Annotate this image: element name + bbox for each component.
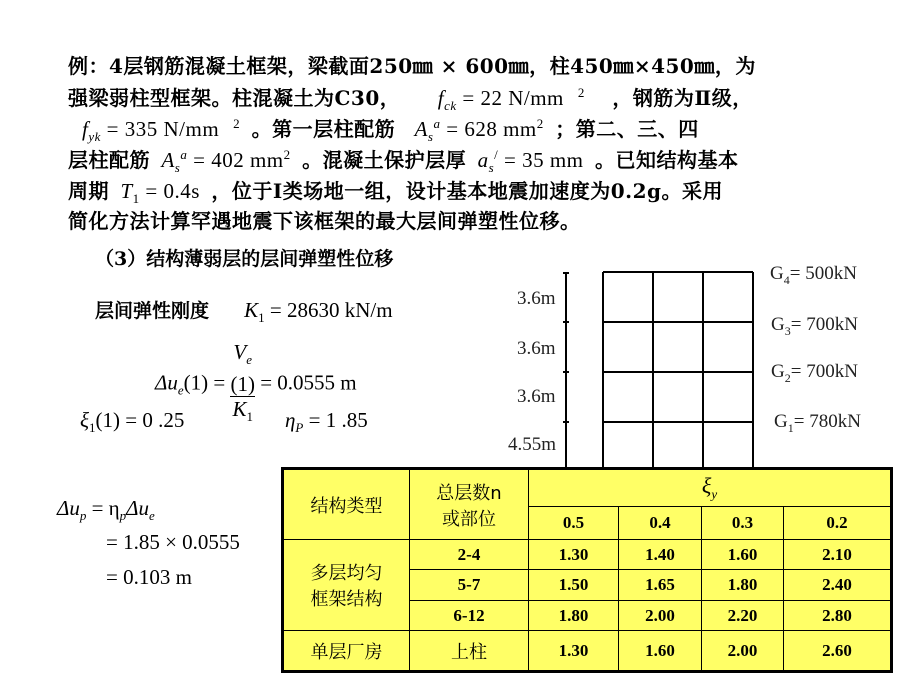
value-cell: 2.10 [784,540,892,570]
xi-col-3: 0.2 [784,507,892,540]
elastic-displacement-formula: $\Delta u_e(1)$ = $V_e$ (1) $K_1$ = 0.0555 m [155,340,357,425]
problem-line-1: 例：4层钢筋混凝土框架，梁截面250㎜ × 600㎜，柱450㎜×450㎜，为 [68,54,756,78]
value-cell: 2.60 [784,631,892,672]
floors-cell: 2-4 [410,540,529,570]
text: ，钢筋为Ⅱ级， [612,86,753,110]
storey-height-1: 4.55m [508,434,557,455]
storey-height-3: 3.6m [517,338,556,359]
text: 周期 [68,179,109,203]
problem-line-6: 简化方法计算罕遇地震下该框架的最大层间弹塑性位移。 [68,209,581,233]
value-cell: 2.80 [784,600,892,630]
value-cell: 2.20 [702,600,784,630]
stiffness-label: 层间弹性刚度 [95,300,210,322]
table-header-row [283,469,892,507]
value-cell: 1.65 [619,570,702,600]
table-row [283,540,892,570]
text: 。混凝土保护层厚 [302,148,467,172]
text: 。第一层柱配筋 [251,117,396,141]
plastic-displacement-step-2: = 1.85 × 0.0555 [106,530,240,554]
value-cell: 1.80 [702,570,784,600]
text: 层柱配筋 [68,148,150,172]
stiffness-formula: $K_1 = 28630$ kN/m [244,298,393,326]
floor-load-2: $G_2= 700kN$ [771,361,858,385]
xi-col-0: 0.5 [529,507,619,540]
eta-formula: $\eta_P = 1$ .85 [285,408,368,436]
period-formula: $T_1 = 0.4s$ [120,179,200,207]
value-cell: 1.80 [529,600,619,630]
floor-load-3: $G_3= 700kN$ [771,314,858,338]
fck-formula: $f_{ck} = 22$ N/mm $^2$ [437,85,585,114]
floors-cell: 6-12 [410,600,529,630]
text: 。已知结构基本 [594,148,739,172]
value-cell: 1.30 [529,631,619,672]
section-heading: （3）结构薄弱层的层间弹塑性位移 [95,248,394,270]
value-cell: 1.60 [702,540,784,570]
eta-p-coefficient-table [281,467,893,673]
floor-load-1: $G_1= 780kN$ [774,411,861,435]
storey-height-4: 3.6m [517,288,556,309]
table-row [283,631,892,672]
text: 强梁弱柱型框架。柱混凝土为C30， [68,86,401,110]
group-multistorey-frame: 多层均匀 框架结构 [283,540,410,631]
plastic-displacement-result: = 0.103 m [106,565,192,589]
xi-col-1: 0.4 [619,507,702,540]
group-single-storey-factory: 单层厂房 [283,631,410,672]
fyk-formula: $f_{yk} = 335$ N/mm $^2$ [82,116,241,145]
value-cell: 2.00 [619,600,702,630]
value-cell: 2.00 [702,631,784,672]
header-xi-y: $\xi_y$ [529,469,892,507]
text: ，位于Ⅰ类场地一组，设计基本地震加速度为0.2g。采用 [211,179,724,203]
value-cell: 1.30 [529,540,619,570]
as1-formula: $A_s^a = 628$ $mm^2$ [414,116,544,145]
floors-cell: 上柱 [410,631,529,672]
storey-height-2: 3.6m [517,386,556,407]
as2-formula: $A_s^a = 402$ $mm^2$ [161,147,291,176]
xi-col-2: 0.3 [702,507,784,540]
xi-formula: $\xi_1(1) = 0$ .25 [80,408,185,436]
header-floors: 总层数n 或部位 [410,469,529,540]
value-cell: 1.60 [619,631,702,672]
value-cell: 1.50 [529,570,619,600]
plastic-displacement-formula: $\Delta u_p = \eta_p\Delta u_e$ [57,496,155,524]
cover-formula: $a_s^/ = 35$ mm [477,147,584,176]
floor-load-4: $G_4= 500kN$ [770,263,857,287]
value-cell: 1.40 [619,540,702,570]
header-structure-type: 结构类型 [283,469,410,540]
floors-cell: 5-7 [410,570,529,600]
text: ；第二、三、四 [555,117,699,141]
value-cell: 2.40 [784,570,892,600]
